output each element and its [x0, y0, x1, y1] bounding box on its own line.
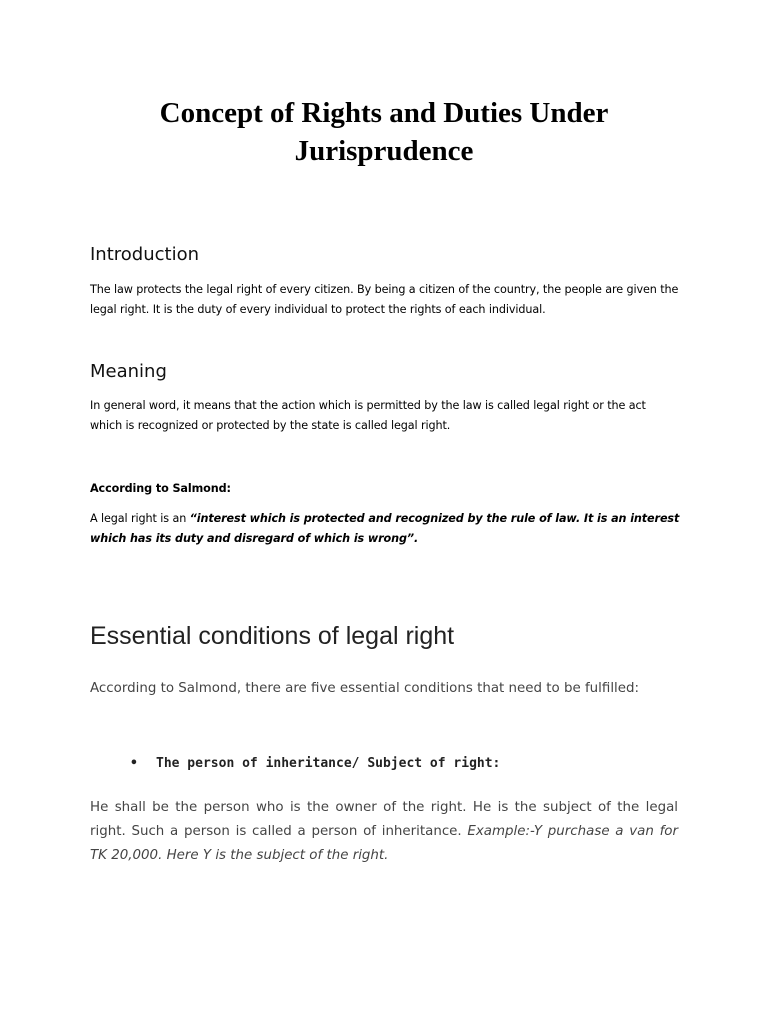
salmond-prefix: A legal right is an: [90, 512, 190, 525]
essential-intro: According to Salmond, there are five essential conditions that need to be fulfilled:: [90, 681, 640, 696]
introduction-heading: Introduction: [90, 244, 200, 265]
essential-conditions-heading: Essential conditions of legal right: [90, 622, 455, 650]
subject-text: He shall be the person who is the owner of the right. He is the subject of the legal right. Such a person is called a person of inheritance.: [90, 800, 678, 839]
bullet-text: The person of inheritance/ Subject of right:: [156, 756, 501, 771]
meaning-heading: Meaning: [90, 361, 167, 382]
salmond-label: According to Salmond:: [90, 482, 231, 495]
subject-example: Example:-Y purchase a van for TK 20,000. Here Y is the subject of the right.: [90, 824, 678, 863]
salmond-definition: [90, 509, 680, 549]
salmond-suffix: .: [414, 532, 419, 545]
introduction-text: The law protects the legal right of every citizen. By being a citizen of the country, the people are given the legal right. It is the duty of every individual to protect the rights of each individual.: [90, 283, 679, 316]
page-title: Concept of Rights and Duties Under Jurisprudence: [159, 97, 609, 167]
bullet-item: [130, 752, 500, 776]
salmond-quote: “interest which is protected and recognized by the rule of law. It is an interest which has its duty and disregard of which is wrong”: [90, 512, 680, 545]
bullet-dot-icon: •: [130, 756, 138, 771]
subject-paragraph: [90, 796, 678, 868]
meaning-text: In general word, it means that the action which is permitted by the law is called legal right or the act which is recognized or protected by the state is called legal right.: [90, 399, 646, 432]
